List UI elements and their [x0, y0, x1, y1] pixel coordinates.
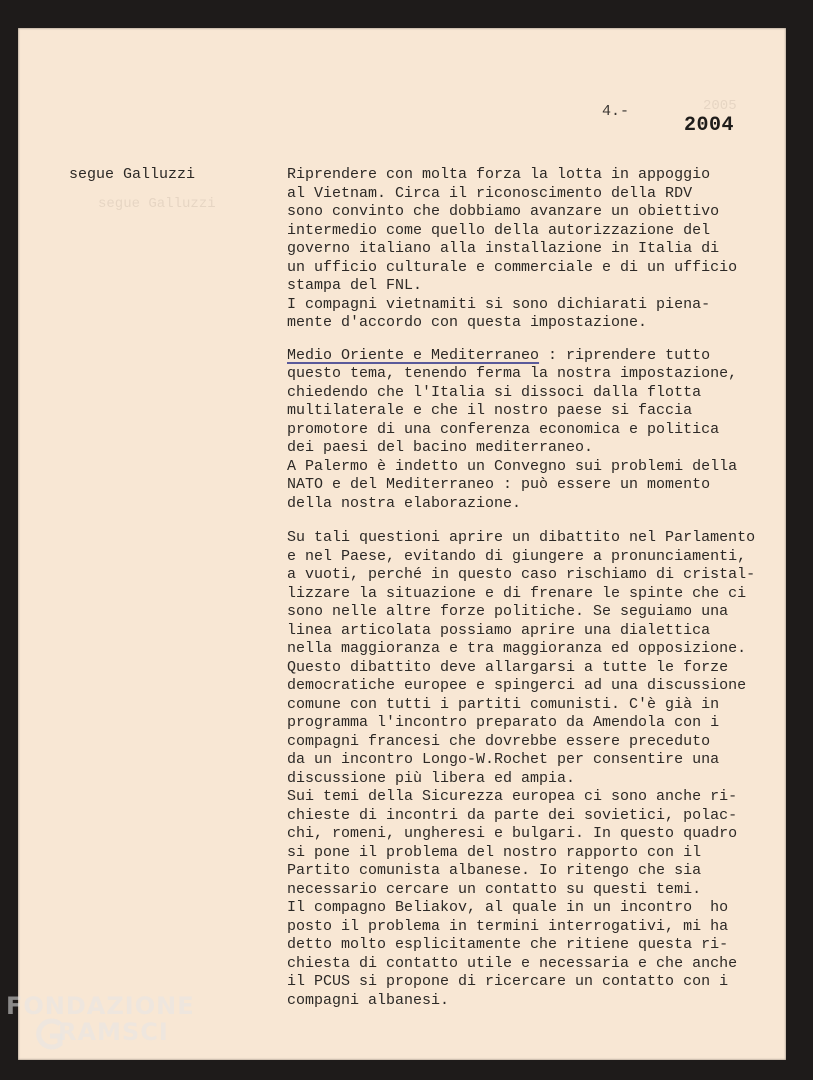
text-line: multilaterale e che il nostro paese si faccia	[287, 402, 693, 419]
text-line: discussione più libera ed ampia.	[287, 769, 576, 787]
watermark-line1: FONDAZIONE	[6, 992, 195, 1020]
speaker-label: segue Galluzzi	[69, 166, 196, 183]
text-line: al Vietnam. Circa il riconoscimento della RDV	[287, 184, 693, 202]
text-line: democratiche europee e spingerci ad una discussione	[287, 677, 747, 694]
text-line: Partito comunista albanese. Io ritengo che sia	[287, 862, 702, 879]
text-line: lizzare la situazione e di frenare le spinte che ci	[287, 584, 747, 602]
text-line: sono nelle altre forze politiche. Se seguiamo una	[287, 603, 729, 620]
text-line: chiedendo che l'Italia si dissoci dalla flotta	[287, 383, 702, 401]
text-line: dei paesi del bacino mediterraneo.	[287, 439, 594, 456]
text-line: e nel Paese, evitando di giungere a pronunciamenti,	[287, 547, 747, 565]
text-line: a vuoti, perché in questo caso rischiamo di cristal-	[287, 566, 756, 583]
text-line: Su tali questioni aprire un dibattito nel Parlamento	[287, 529, 756, 546]
text-line: NATO e del Mediterraneo : può essere un momento	[287, 476, 711, 493]
text-line: comune con tutti i partiti comunisti. C'è già in	[287, 695, 720, 713]
page-number: 4.-	[602, 103, 630, 120]
bleed-through-text: 2005	[703, 98, 737, 114]
text-line: Sui temi della Sicurezza europea ci sono anche ri-	[287, 788, 738, 805]
text-line: chieste di incontri da parte dei sovietici, polac-	[287, 806, 738, 824]
text-line: compagni francesi che dovrebbe essere preceduto	[287, 732, 711, 750]
heading-continuation: : riprendere tutto	[539, 346, 711, 364]
bleed-through-text: segue Galluzzi	[98, 196, 216, 212]
paragraph-vietnam	[287, 166, 787, 333]
text-line: sono convinto che dobbiamo avanzare un obiettivo	[287, 203, 720, 220]
watermark-line2: RAMSCI	[58, 1018, 169, 1046]
fondazione-gramsci-watermark	[6, 992, 206, 1068]
document-body	[287, 166, 787, 1010]
text-line: I compagni vietnamiti si sono dichiarati piena-	[287, 295, 711, 313]
text-line	[287, 347, 787, 366]
text-line: programma l'incontro preparato da Amendola con i	[287, 714, 720, 731]
text-line: A Palermo è indetto un Convegno sui problemi della	[287, 457, 738, 475]
text-line: detto molto esplicitamente che ritiene questa ri-	[287, 936, 729, 953]
text-line: chiesta di contatto utile e necessaria e che anche	[287, 954, 738, 972]
text-line: della nostra elaborazione.	[287, 494, 522, 512]
text-line: compagni albanesi.	[287, 991, 450, 1009]
text-line: Riprendere con molta forza la lotta in appoggio	[287, 166, 711, 183]
text-line: governo italiano alla installazione in Italia di	[287, 240, 720, 257]
text-line: intermedio come quello della autorizzazione del	[287, 221, 711, 239]
text-line: necessario cercare un contatto su questi temi.	[287, 880, 702, 898]
text-line: questo tema, tenendo ferma la nostra impostazione,	[287, 365, 738, 382]
text-line: chi, romeni, ungheresi e bulgari. In questo quadro	[287, 825, 738, 842]
text-line: posto il problema in termini interrogativi, mi ha	[287, 917, 729, 935]
section-heading: Medio Oriente e Mediterraneo	[287, 346, 540, 364]
text-line: linea articolata possiamo aprire una dialettica	[287, 621, 711, 639]
text-line: stampa del FNL.	[287, 277, 423, 294]
text-line: un ufficio culturale e commerciale e di un ufficio	[287, 258, 738, 276]
text-line: promotore di una conferenza economica e politica	[287, 420, 720, 438]
text-line: mente d'accordo con questa impostazione.	[287, 314, 648, 331]
text-line: si pone il problema del nostro rapporto con il	[287, 843, 702, 861]
paragraph-dibattito	[287, 529, 787, 1010]
paragraph-mediterraneo	[287, 347, 787, 514]
document-number: 2004	[684, 114, 735, 137]
text-line: Questo dibattito deve allargarsi a tutte le forze	[287, 658, 729, 676]
text-line: Il compagno Beliakov, al quale in un incontro ho	[287, 899, 729, 916]
text-line: il PCUS si propone di ricercare un contatto con i	[287, 973, 729, 990]
text-line: da un incontro Longo-W.Rochet per consentire una	[287, 751, 720, 768]
text-line: nella maggioranza e tra maggioranza ed opposizione.	[287, 640, 747, 657]
